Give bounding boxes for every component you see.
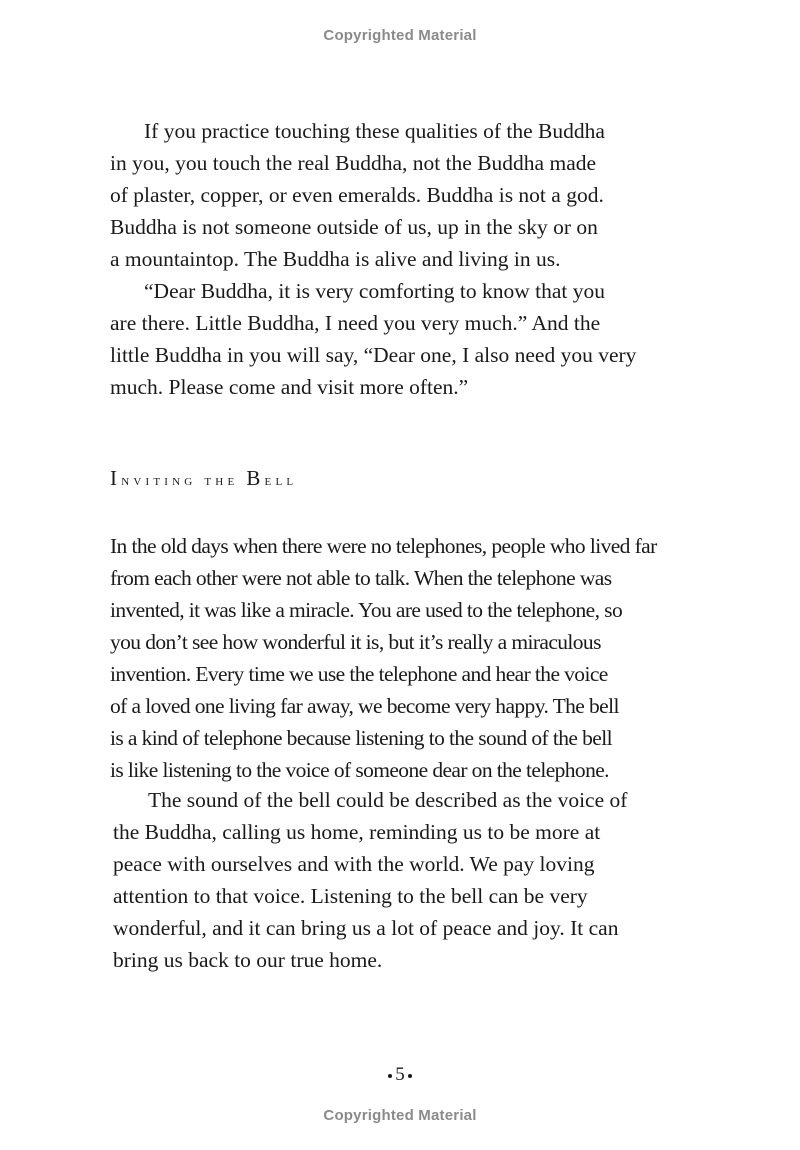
copyright-watermark-top: Copyrighted Material <box>323 27 477 44</box>
text-line: is like listening to the voice of someone dear on the telephone. <box>110 758 609 782</box>
text-line: you don’t see how wonderful it is, but it’s really a miraculous <box>110 630 601 654</box>
text-line: the Buddha, calling us home, reminding us to be more at <box>113 820 601 844</box>
text-line: The sound of the bell could be described as the voice of <box>148 788 628 812</box>
paragraph-2-body <box>110 307 636 403</box>
text-line: attention to that voice. Listening to the bell can be very <box>113 884 588 908</box>
text-line: invented, it was like a miracle. You are used to the telephone, so <box>110 598 623 622</box>
text-line: “Dear Buddha, it is very comforting to know that you <box>144 279 605 303</box>
paragraph-2-first-line <box>144 275 605 307</box>
text-line: in you, you touch the real Buddha, not the Buddha made <box>110 151 597 175</box>
text-line: peace with ourselves and with the world. We pay loving <box>113 852 595 876</box>
paragraph-1-first-line <box>144 115 605 147</box>
text-line: much. Please come and visit more often.” <box>110 375 469 399</box>
text-line: If you practice touching these qualities of the Buddha <box>144 119 605 143</box>
text-line: little Buddha in you will say, “Dear one, I also need you very <box>110 343 637 367</box>
text-line: wonderful, and it can bring us a lot of peace and joy. It can <box>113 916 619 940</box>
text-line: invention. Every time we use the telephone and hear the voice <box>110 662 608 686</box>
ornament-dot-icon <box>408 1074 412 1078</box>
text-line: are there. Little Buddha, I need you very much.” And the <box>110 311 601 335</box>
paragraph-4-body <box>113 816 618 976</box>
page-number-value: 5 <box>395 1064 405 1085</box>
paragraph-1-body <box>110 147 604 275</box>
text-line: bring us back to our true home. <box>113 948 383 972</box>
ornament-dot-icon <box>388 1074 392 1078</box>
page-number <box>0 1064 800 1086</box>
section-heading: Inviting the Bell <box>110 466 298 490</box>
text-line: a mountaintop. The Buddha is alive and living in us. <box>110 247 561 271</box>
text-line: is a kind of telephone because listening to the sound of the bell <box>110 726 612 750</box>
copyright-watermark-bottom: Copyrighted Material <box>323 1107 477 1124</box>
text-line: of plaster, copper, or even emeralds. Buddha is not a god. <box>110 183 604 207</box>
paragraph-4-first-line <box>148 784 627 816</box>
paragraph-3 <box>110 530 657 786</box>
text-line: In the old days when there were no telephones, people who lived far <box>110 534 657 558</box>
text-line: from each other were not able to talk. When the telephone was <box>110 566 612 590</box>
text-line: of a loved one living far away, we become very happy. The bell <box>110 694 619 718</box>
text-line: Buddha is not someone outside of us, up in the sky or on <box>110 215 598 239</box>
